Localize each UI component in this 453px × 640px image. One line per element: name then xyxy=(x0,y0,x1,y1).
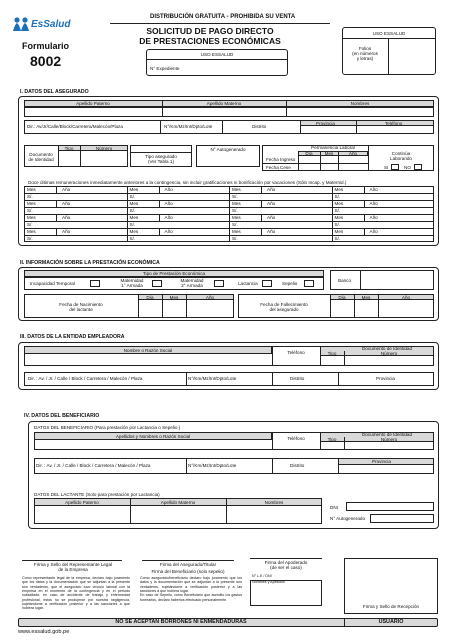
rem-mes-label: Mes xyxy=(129,187,139,192)
fecha-cese-label: Fecha Cese xyxy=(266,165,291,170)
rem-mes-label: Mes xyxy=(129,229,139,234)
maternidad1-checkbox[interactable] xyxy=(152,280,162,287)
telefono-label: Teléfono xyxy=(385,121,403,126)
empleador-telefono-label: Teléfono xyxy=(287,350,305,355)
emp2-sep2 xyxy=(272,372,273,386)
rem-mes-sep xyxy=(56,214,57,221)
le-dni-label: N° L.E / DNI xyxy=(252,574,272,578)
incapacidad-checkbox[interactable] xyxy=(90,280,100,287)
rem-mes-label: Mes xyxy=(232,229,241,234)
remuneraciones-label: Doce últimas remuneraciones inmediatamente anteriores a la contingencia, sin incluir gratificaciones ni bonificación por vacaciones (Sólo Incap. y Maternid.) xyxy=(28,180,347,185)
rem-mes-sep xyxy=(261,214,262,221)
header-divider xyxy=(110,23,330,24)
fall-dia: Día xyxy=(338,295,346,300)
rem-row-line xyxy=(24,207,434,208)
essalud-logo-icon xyxy=(12,16,32,32)
empleador-provincia-label: Provincia xyxy=(376,376,395,381)
section4-title: IV. DATOS DEL BENEFICIARIO xyxy=(24,413,100,419)
permanencia-label: Permanencia Laboral xyxy=(311,145,355,150)
essalud-logo xyxy=(12,14,72,34)
lactante-apellido-paterno: Apellido Paterno xyxy=(65,500,99,505)
nombres-label: Nombres xyxy=(350,101,370,106)
rem-ano-label: Año xyxy=(267,215,276,220)
form-title-2: DE PRESTACIONES ECONÓMICAS xyxy=(139,36,281,46)
doc-numero-label: Número xyxy=(95,146,113,151)
ben2-sep2 xyxy=(272,458,273,474)
sepelio-checkbox[interactable] xyxy=(304,280,314,287)
rem-mes-label: Mes xyxy=(232,215,241,220)
rem-soles-label: S/. xyxy=(232,222,238,227)
website-link[interactable]: www.essalud.gob.pe xyxy=(18,629,70,635)
perm-dia-label: Día xyxy=(305,151,313,156)
direccion-label: Dir.: Av/Jr/Calle/Block/Carretera/Malecón/Plaza xyxy=(27,124,123,129)
emp-sep1 xyxy=(272,346,273,366)
firma-apoderado-line xyxy=(250,558,322,559)
dni-label: DNI xyxy=(330,505,338,510)
addr-sep3 xyxy=(300,120,301,134)
declaracion-empresa: Como representante legal de la empresa, declaro bajo juramento que los datos y la documentación que se adjuntan a la presente son verdaderos, que el asegurado tuvo vínculo laboral con la empresa en el momento de la contingencia y en el periodo subsidiado; en caso de accidente de trabajo y enfermedad profesional, estos no se produjeron por nuestra negligencia, sujetándome a verificación posterior y a las sanciones a que hubiera lugar. xyxy=(22,576,130,611)
addr-sep1 xyxy=(160,120,161,134)
num-km-label: N°/Km/Mz/Int/Dpto/Lote xyxy=(164,124,213,129)
provincia-label: Provincia xyxy=(316,121,335,126)
beneficiario-distrito-label: Distrito xyxy=(290,463,305,468)
tipo-asegurado-label: Tipo asegurado (Ver Tabla 1) xyxy=(145,154,177,165)
rem-soles-label: S/. xyxy=(129,236,136,241)
rem-soles-label: S/. xyxy=(232,194,238,199)
rem-mes-label: Mes xyxy=(334,187,344,192)
logo-text: EsSalud xyxy=(31,19,71,30)
empleador-num-km-label: N°/Km/Mz/Int/Dpto/Lote xyxy=(188,376,237,381)
rem-soles-label: S/. xyxy=(27,236,33,241)
firma-representante-label: Firma y Sello del Representante Legal de la Empresa xyxy=(33,562,113,573)
perm-ano-label: Año xyxy=(348,151,358,156)
rem-row-line xyxy=(24,235,434,236)
beneficiario-subtitle: DATOS DEL BENEFICIARIO (Para prestación por Lactancia o Sepelio ) xyxy=(34,425,181,430)
empleador-nombre-label: Nombre o Razón Social xyxy=(123,348,173,353)
rem-ano-label: Año xyxy=(369,215,378,220)
rem-soles-label: S/. xyxy=(27,208,33,213)
rem-mes-sep xyxy=(261,186,262,193)
lactante-autogenerado-input[interactable] xyxy=(370,514,434,523)
rem-mes-sep xyxy=(159,228,160,235)
rem-soles-label: S/. xyxy=(27,194,33,199)
rem-mes-sep xyxy=(159,186,160,193)
folios-divider xyxy=(342,38,436,39)
ben2-sep1 xyxy=(186,458,187,474)
rem-soles-label: S/. xyxy=(334,208,341,213)
dni-input[interactable] xyxy=(346,502,434,511)
nac-mes: Mes xyxy=(169,295,179,300)
addr-sep2 xyxy=(222,120,223,134)
beneficiario-doc-label: Documento de Identidad xyxy=(361,432,413,437)
rem-mes-sep xyxy=(261,200,262,207)
rem-ano-label: Año xyxy=(164,215,173,220)
rem-ano-label: Año xyxy=(369,201,378,206)
rem-mes-sep xyxy=(56,200,57,207)
rem-row-line xyxy=(24,214,434,215)
rem-ano-label: Año xyxy=(62,229,71,234)
rem-mes-label: Mes xyxy=(232,201,241,206)
rem-soles-label: S/. xyxy=(129,194,136,199)
lactancia-checkbox[interactable] xyxy=(262,280,272,287)
firma-recepcion-label: Firma y Sello de Recepción xyxy=(362,604,420,609)
firma-apoderado-label: Firma del Apoderado (de ser el caso) xyxy=(264,560,308,571)
fallecimiento-label: Fecha de Fallecimiento del asegurado xyxy=(260,302,308,313)
empleador-distrito-label: Distrito xyxy=(290,376,305,381)
rem-row-line xyxy=(24,228,434,229)
continua-label: Continúa Laborando xyxy=(390,151,412,162)
rem-ano-label: Año xyxy=(62,215,71,220)
nombres-apellidos-label: Nombres y Apellidos xyxy=(252,580,285,584)
rem-soles-label: S/. xyxy=(27,222,33,227)
rem-row-line xyxy=(24,193,434,194)
name-input-row[interactable] xyxy=(24,107,434,117)
rem-soles-label: S/. xyxy=(334,194,341,199)
no-checkbox[interactable] xyxy=(414,164,422,170)
beneficiario-direccion-label: Dir. : Av. / Jr. / Calle / Block / Carretera / Malecón / Plaza xyxy=(36,463,151,468)
doc-tipo-label: Tipo xyxy=(64,146,74,151)
form-title-1: SOLICITUD DE PAGO DIRECTO xyxy=(146,26,274,36)
maternidad1-label: Maternidad 1° Armada xyxy=(120,278,144,289)
firma-beneficiario-label: Firma del Beneficiario (solo sepelio) xyxy=(151,569,225,574)
incapacidad-label: Incapacidad Temporal xyxy=(30,281,75,286)
rem-mes-sep xyxy=(159,200,160,207)
rem-mes-sep xyxy=(56,186,57,193)
apellido-materno-label: Apellido Materno xyxy=(206,101,242,106)
rem-row-line xyxy=(24,200,434,201)
rem-mes-sep xyxy=(261,228,262,235)
rem-soles-label: S/. xyxy=(129,208,136,213)
expediente-divider xyxy=(146,59,288,60)
lactante-nombres: Nombres xyxy=(264,500,284,505)
rem-soles-label: S/. xyxy=(334,222,341,227)
distribution-note: DISTRIBUCIÓN GRATUITA - PROHIBIDA SU VENTA xyxy=(150,14,296,20)
folios-vline xyxy=(388,38,389,75)
empleador-direccion-label: Dir. : Av. / Jr. / Calle / Block / Carretera / Malecón / Plaza xyxy=(28,376,143,381)
rem-mes-sep xyxy=(364,186,365,193)
maternidad2-label: Maternidad 2° Armada xyxy=(180,278,204,289)
banco-label: Banco xyxy=(338,278,352,283)
rem-ano-label: Año xyxy=(267,229,276,234)
sepelio-label: Sepelio xyxy=(282,281,298,286)
tipo-asegurado-input[interactable] xyxy=(130,145,192,153)
rem-mes-sep xyxy=(364,228,365,235)
empleador-numero-label: Número xyxy=(380,351,398,356)
beneficiario-nombre-label: Apellidos y Nombres o Razón Social xyxy=(115,434,191,439)
rem-mes-label: Mes xyxy=(27,201,36,206)
no-borrones-label: NO SE ACEPTAN BORRONES NI ENMENDADURAS xyxy=(115,619,247,625)
addr-sep4 xyxy=(356,120,357,134)
si-label: SI xyxy=(384,165,389,170)
rem-mes-label: Mes xyxy=(334,229,344,234)
uso-essalud-right: USO ESSALUD xyxy=(372,31,406,36)
perm-hl xyxy=(262,163,368,164)
rem-ano-label: Año xyxy=(164,229,173,234)
lactante-subtitle: DATOS DEL LACTANTE (Solo para prestación por Lactancia) xyxy=(34,492,160,497)
firma-representante-line xyxy=(22,560,122,561)
section3-title: III. DATOS DE LA ENTIDAD EMPLEADORA xyxy=(20,334,125,340)
section2-title: II. INFORMACIÓN SOBRE LA PRESTACIÓN ECONÓMICA xyxy=(20,260,160,266)
rem-ano-label: Año xyxy=(164,187,173,192)
lactante-autogenerado-label: N° Autogenerado xyxy=(330,516,366,521)
autogenerado-label: N° Autogenerado xyxy=(210,147,246,152)
rem-mes-label: Mes xyxy=(27,187,36,192)
rem-mes-label: Mes xyxy=(129,215,139,220)
documento-identidad-label: Documento de Identidad xyxy=(28,152,54,163)
beneficiario-tipo-label: Tipo xyxy=(327,437,337,442)
folios-label: Folios (en números y letras) xyxy=(352,46,378,62)
firma-asegurado-line xyxy=(142,560,234,561)
rem-mes-label: Mes xyxy=(334,201,344,206)
declaracion-asegurado: Como asegurado/beneficiario declaro bajo juramento que los datos y la documentación que se adjuntan a la presente son verdaderos, sujetándome a verificación posterior y a las sanciones a que hubiera lugar. En caso de Sepelio, como Beneficiario que acredito los gastos funerarios, declaro haberlos efectuado personalmente. xyxy=(140,576,242,602)
rem-ano-label: Año xyxy=(369,229,378,234)
no-label: NO xyxy=(404,165,411,170)
rem-ano-label: Año xyxy=(369,187,378,192)
rem-soles-label: S/. xyxy=(232,208,238,213)
empleador-tipo-label: Tipo xyxy=(327,351,337,356)
nacimiento-label: Fecha de Nacimiento del lactante xyxy=(59,302,103,313)
empleador-doc-label: Documento de Identidad xyxy=(361,346,413,351)
rem-mes-sep xyxy=(159,214,160,221)
beneficiario-num-km-label: N°/Km/Mz/Int/Dpto/Lote xyxy=(188,463,237,468)
perm-mes-label: Mes xyxy=(324,151,334,156)
nac-ano: Año xyxy=(205,295,215,300)
lactante-apellido-materno: Apellido Materno xyxy=(160,500,196,505)
rem-ano-label: Año xyxy=(267,187,276,192)
usuario-label: USUARIO xyxy=(378,619,404,625)
uso-essalud-center: USO ESSALUD xyxy=(200,52,234,57)
si-checkbox[interactable] xyxy=(391,164,399,170)
rem-ano-label: Año xyxy=(267,201,276,206)
section1-title: I. DATOS DEL ASEGURADO xyxy=(20,89,89,95)
distrito-label: Distrito xyxy=(252,124,267,129)
rem-ano-label: Año xyxy=(62,187,71,192)
ben2-sep3 xyxy=(338,458,339,474)
form-number: 8002 xyxy=(30,53,62,69)
fall-ano: Año xyxy=(401,295,411,300)
rem-soles-label: S/. xyxy=(232,236,238,241)
banco-sep xyxy=(360,270,361,290)
beneficiario-numero-label: Número xyxy=(380,437,398,442)
rem-mes-sep xyxy=(364,214,365,221)
rem-mes-sep xyxy=(364,200,365,207)
rem-mes-label: Mes xyxy=(27,215,36,220)
rem-row-line xyxy=(24,221,434,222)
emp2-sep3 xyxy=(338,372,339,386)
firma-asegurado-label: Firma del Asegurado/Titular xyxy=(159,562,217,567)
rem-soles-label: S/. xyxy=(129,222,136,227)
rem-soles-label: S/. xyxy=(334,236,341,241)
nac-dia: Día xyxy=(146,295,154,300)
apellido-paterno-label: Apellido Paterno xyxy=(76,101,110,106)
beneficiario-telefono-label: Teléfono xyxy=(287,436,305,441)
emp2-sep1 xyxy=(186,372,187,386)
tipo-prestacion-label: Tipo de Prestación Económica xyxy=(142,271,206,276)
rem-ano-label: Año xyxy=(62,201,71,206)
expediente-label: N° Expediente xyxy=(150,66,180,71)
rem-ano-label: Año xyxy=(164,201,173,206)
rem-mes-label: Mes xyxy=(129,201,139,206)
maternidad2-checkbox[interactable] xyxy=(214,280,224,287)
form-label: Formulario xyxy=(22,41,70,51)
fall-mes: Mes xyxy=(361,295,371,300)
rem-mes-sep xyxy=(56,228,57,235)
fecha-ingreso-label: Fecha Ingreso xyxy=(266,157,296,162)
rem-mes-label: Mes xyxy=(232,187,241,192)
lactancia-label: Lactancia xyxy=(238,281,258,286)
rem-mes-label: Mes xyxy=(27,229,36,234)
beneficiario-provincia-label: Provincia xyxy=(372,459,391,464)
rem-mes-label: Mes xyxy=(334,215,344,220)
